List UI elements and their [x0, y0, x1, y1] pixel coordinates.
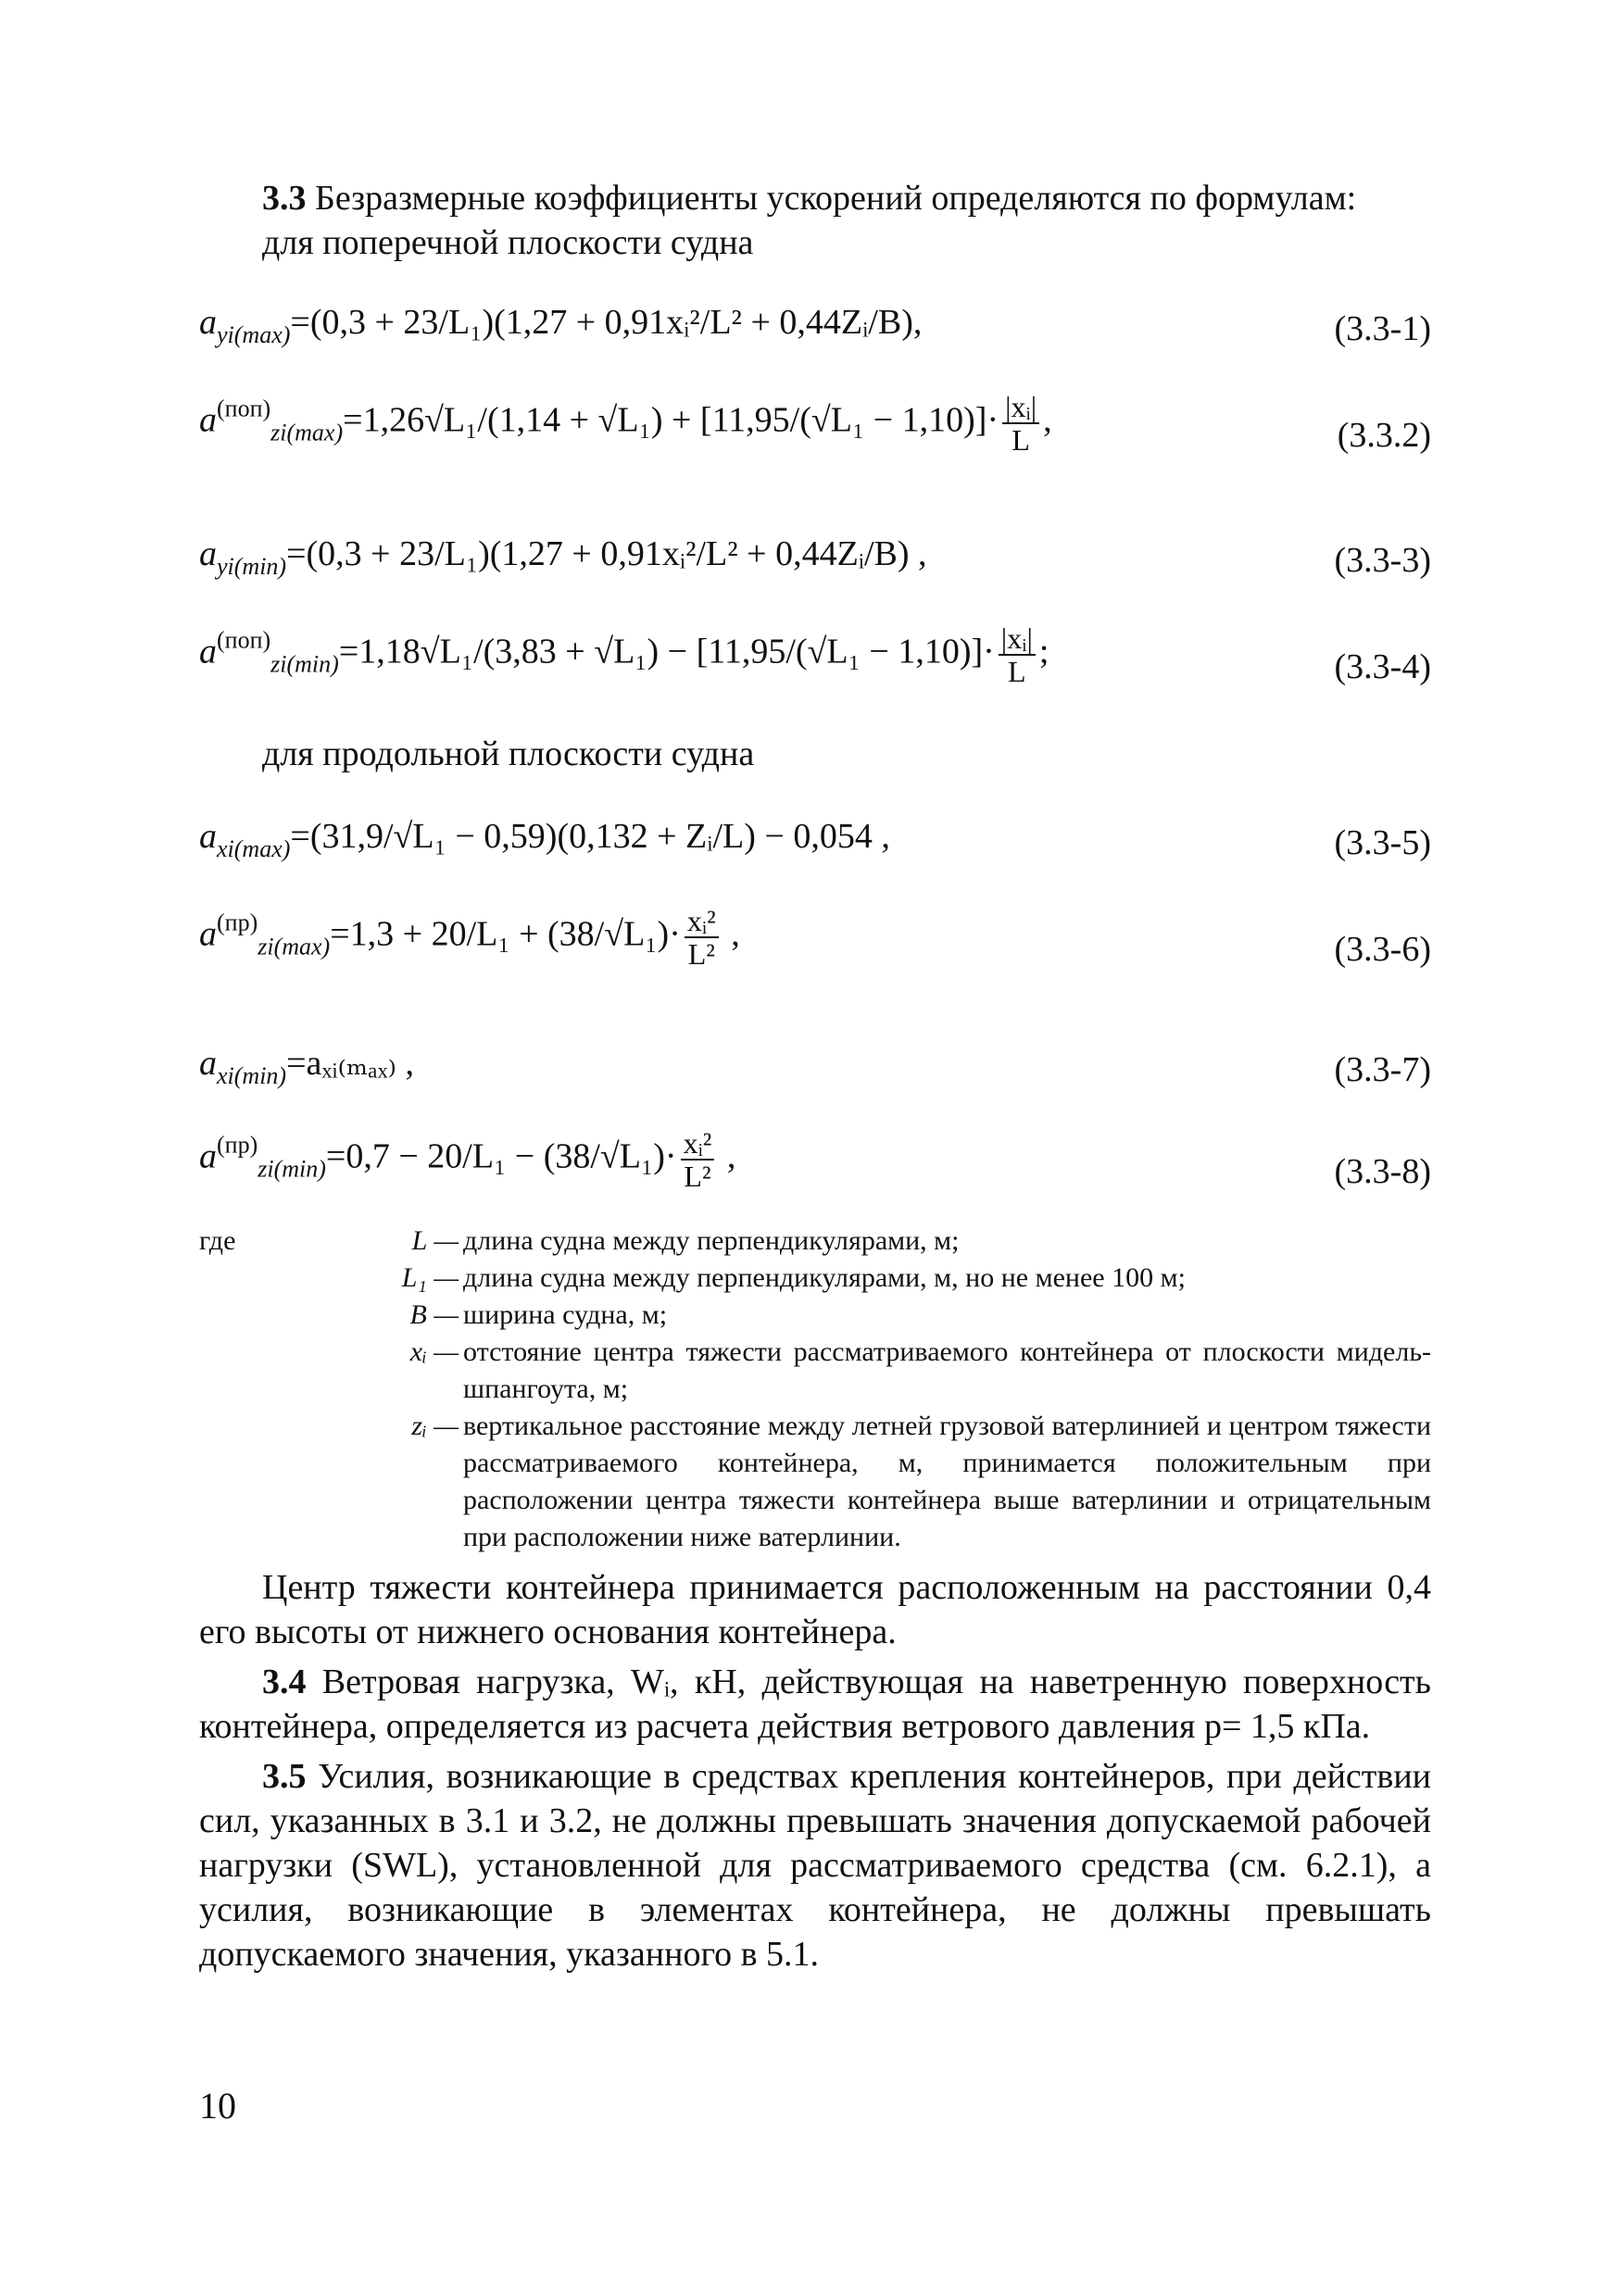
- fraction: $\frac{\text{|xᵢ|}}{L}$: [999, 622, 1036, 687]
- legend-symbol: zᵢ —: [411, 1411, 459, 1441]
- equation-3-3-2: [199, 389, 1431, 463]
- legend-row: [199, 1297, 1431, 1334]
- equation-number: (3.3-1): [1334, 309, 1431, 348]
- equation-3-3-5: [199, 797, 1431, 871]
- legend-description: ширина судна, м;: [463, 1299, 668, 1330]
- formula: $a_{yi(max)}=(0,3 + 23/L_1)(1,27$ + 0,91xᵢ²/L² + 0,44Zᵢ/B),: [199, 303, 923, 348]
- legend-description: вертикальное расстояние между летней грузовой ватерлинией и центром тяжести рассматриваемого контейнера, м, принимается положительным при расположении центра тяжести контейнера выше ватерлинии и отрицательным при расположении ниже ватерлинии.: [463, 1411, 1431, 1552]
- formula: $a^{(пр)}_{zi(max)}=1,3 + 20/L_1 + (38/√L_1)\cdot$ $\frac{\text{xᵢ²}}{\text{L²}}$ ,: [199, 904, 740, 971]
- equation-number: (3.3-5): [1334, 823, 1431, 862]
- formula: $a_{xi(max)}=(31,9/√L_1 - 0,59)(0,132$ + Zᵢ/L) − 0,054 ,: [199, 817, 890, 862]
- longitudinal-heading: для продольной плоскости судна: [262, 734, 755, 773]
- symbol-legend: [199, 1223, 1431, 1556]
- equation-3-3-3: [199, 514, 1431, 588]
- where-label: где: [199, 1225, 236, 1256]
- fraction: $\frac{\text{xᵢ²}}{\text{L²}}$: [681, 1127, 715, 1192]
- equation-number: (3.3-6): [1334, 930, 1431, 969]
- equation-3-3-6: [199, 903, 1431, 977]
- formula: $a^{(поп)}_{zi(min)}=1,18√L_1/(3,83 + √L_1) - [11,95/(√L_1 - 1,10)]\cdot$ $\frac{\text{|xᵢ|}}{L}$ ;: [199, 621, 1049, 688]
- equation-number: (3.3-7): [1334, 1050, 1431, 1089]
- legend-symbol: xᵢ —: [409, 1336, 459, 1367]
- equation-number: (3.3-3): [1334, 541, 1431, 580]
- page-number: 10: [199, 2085, 236, 2127]
- legend-description: отстояние центра тяжести рассматриваемого контейнера от плоскости мидель-шпангоута, м;: [463, 1336, 1431, 1404]
- legend-row: [199, 1408, 1431, 1556]
- formula: $a_{yi(min)}=(0,3 + 23/L_1)(1,27$ + 0,91xᵢ²/L² + 0,44Zᵢ/B) ,: [199, 534, 927, 580]
- formula: $a_{xi(min)}=a_xᵢ_{(max)}$ ,: [199, 1044, 415, 1089]
- equation-number: (3.3-8): [1334, 1152, 1431, 1191]
- paragraph-3-5: [199, 1754, 1431, 1976]
- legend-symbol: B —: [409, 1299, 459, 1330]
- legend-symbol: L —: [411, 1225, 459, 1256]
- section-number: 3.5: [262, 1757, 307, 1796]
- legend-description: длина судна между перпендикулярами, м, но не менее 100 м;: [463, 1262, 1186, 1293]
- legend-row: [199, 1334, 1431, 1408]
- equation-3-3-8: [199, 1125, 1431, 1199]
- legend-symbol: L₁ —: [401, 1262, 459, 1293]
- paragraph-3-4: [199, 1660, 1431, 1749]
- equation-3-3-1: [199, 282, 1431, 357]
- fraction: $\frac{\text{xᵢ²}}{\text{L²}}$: [685, 905, 719, 970]
- equation-number: (3.3.2): [1337, 416, 1431, 455]
- body-text: [199, 1565, 1431, 1976]
- intro-paragraph: [199, 176, 1431, 220]
- paragraph-text: Усилия, возникающие в средствах крепления контейнеров, при действии сил, указанных в 3.1 и 3.2, не должны превышать значения допускаемой рабочей нагрузки (SWL), установленной для рассматриваемого средства (см. 6.2.1), а усилия, возникающие в элементах контейнера, не должны превышать допускаемого значения, указанного в 5.1.: [199, 1757, 1431, 1974]
- equation-number: (3.3-4): [1334, 647, 1431, 686]
- intro-text: Безразмерные коэффициенты ускорений определяются по формулам:: [306, 179, 1357, 218]
- equation-3-3-4: [199, 621, 1431, 695]
- formula: $a^{(поп)}_{zi(max)}=1,26√L_1/(1,14 + √L_1) + [11,95/(√L_1 - 1,10)]\cdot$ $\frac{\text{|xᵢ|}}{L}$ ,: [199, 390, 1052, 457]
- paragraph-text: Ветровая нагрузка, Wᵢ, кН, действующая на наветренную поверхность контейнера, определяется из расчета действия ветрового давления p= 1,5 кПа.: [199, 1662, 1431, 1746]
- fraction: $\frac{\text{|xᵢ|}}{L}$: [1002, 391, 1039, 456]
- legend-description: длина судна между перпендикулярами, м;: [463, 1225, 960, 1256]
- legend-row: [199, 1223, 1431, 1260]
- equation-3-3-7: [199, 1023, 1431, 1098]
- paragraph-center-of-gravity: Центр тяжести контейнера принимается расположенным на расстоянии 0,4 его высоты от нижнего основания контейнера.: [199, 1568, 1431, 1651]
- legend-row: [199, 1260, 1431, 1297]
- formula: $a^{(пр)}_{zi(min)}=0,7 - 20/L_1 - (38/√L_1)\cdot$ $\frac{\text{xᵢ²}}{\text{L²}}$ ,: [199, 1126, 736, 1193]
- section-number: 3.4: [262, 1662, 307, 1701]
- section-number: 3.3: [262, 179, 307, 218]
- transverse-heading: для поперечной плоскости судна: [262, 223, 754, 262]
